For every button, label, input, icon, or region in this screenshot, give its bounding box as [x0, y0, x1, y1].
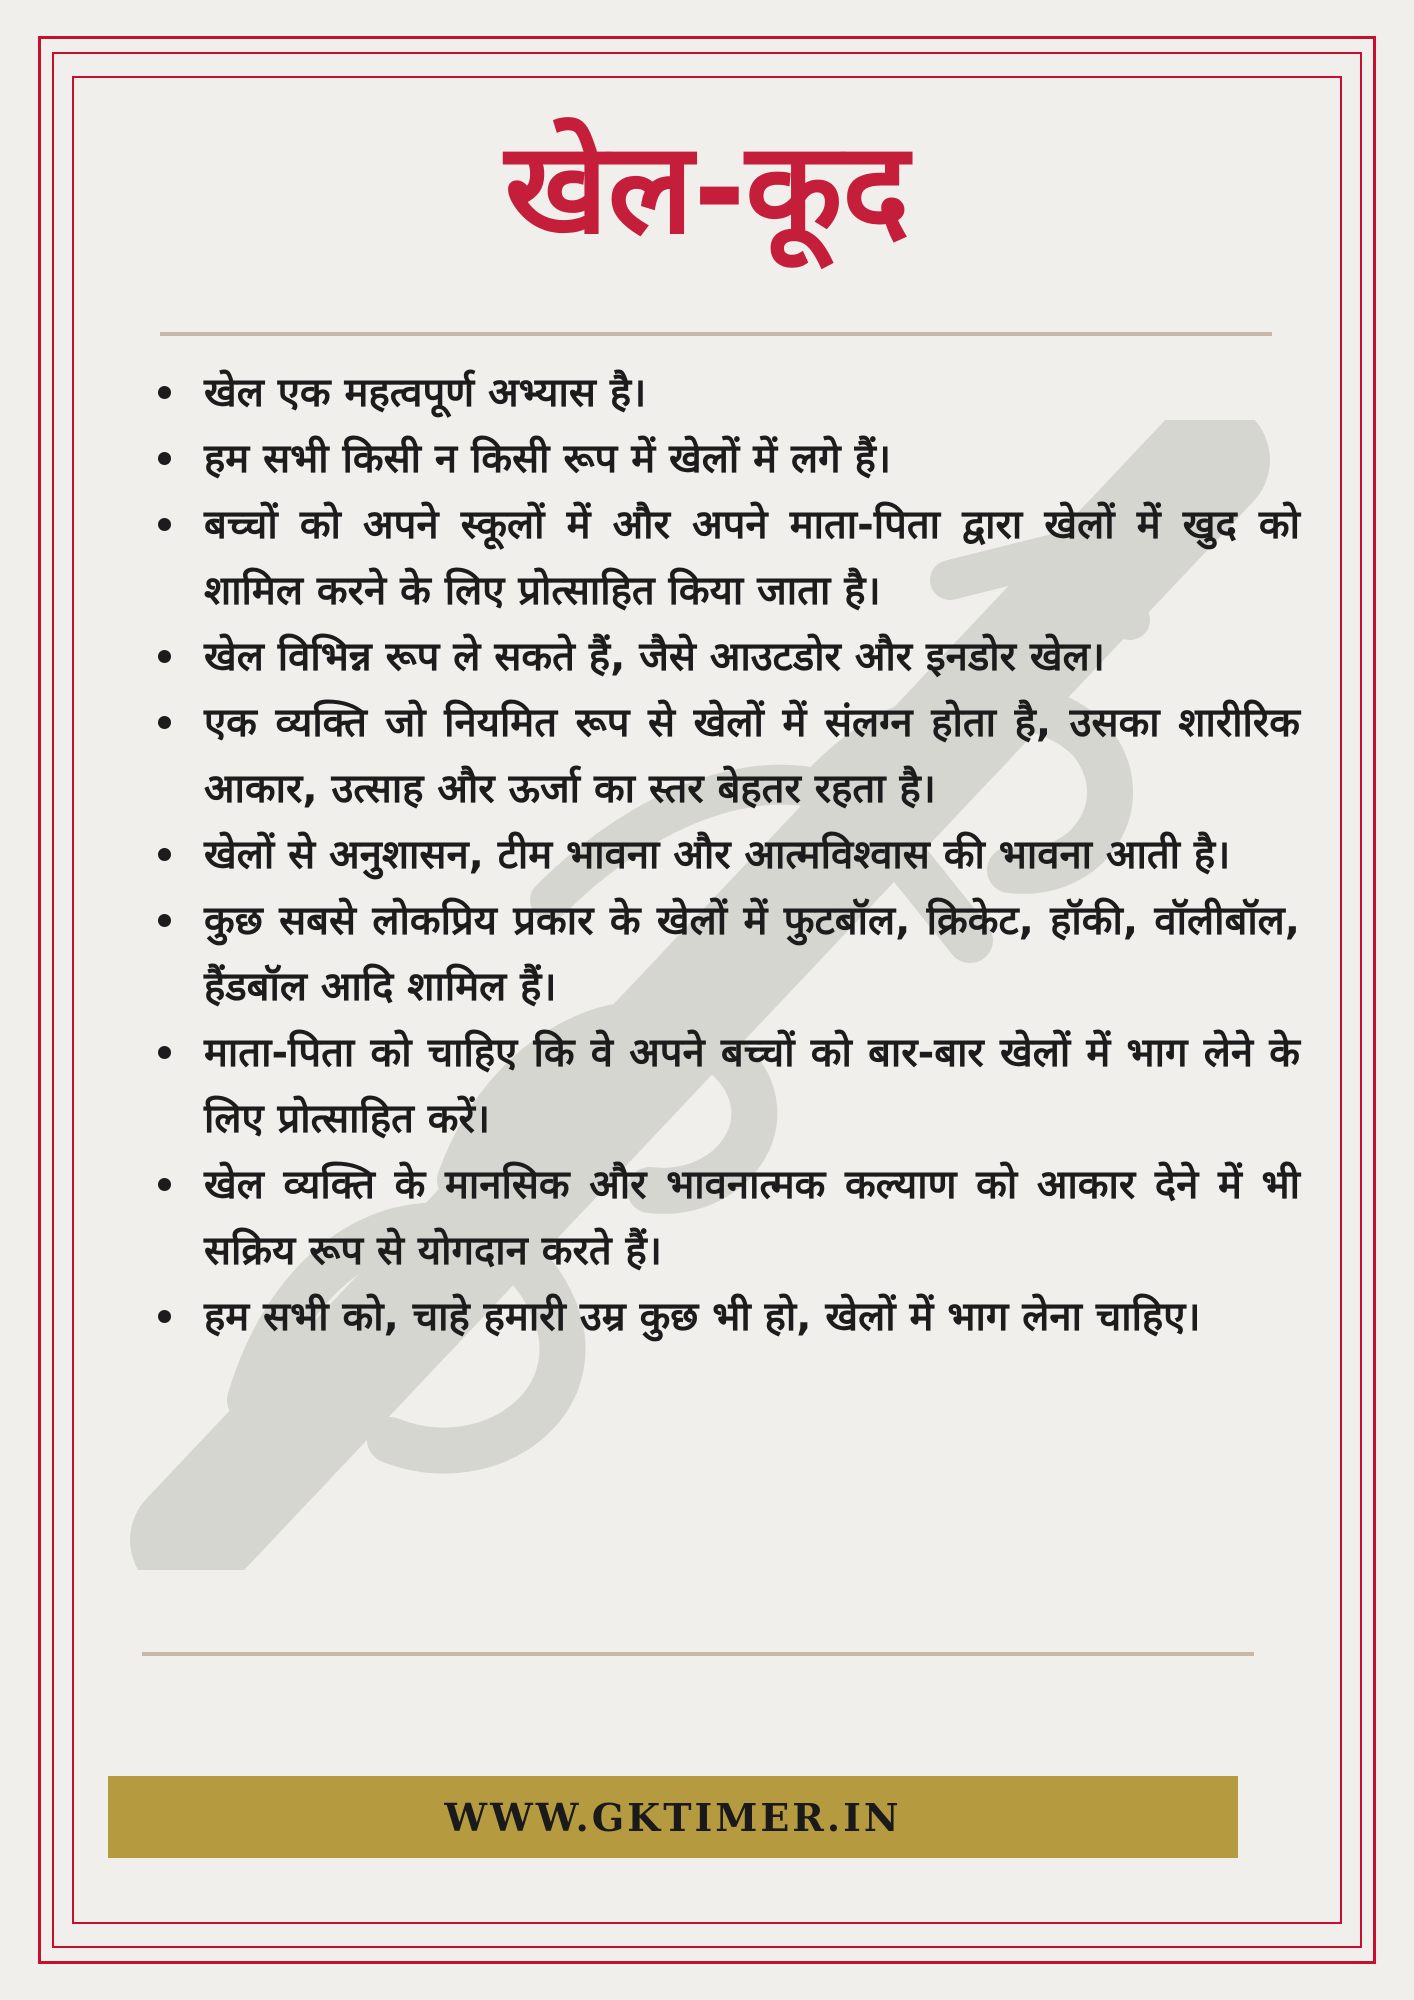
- list-item: [150, 1152, 1300, 1284]
- point-text: खेलों से अनुशासन, टीम भावना और आत्मविश्वास की भावना आती है।: [204, 832, 1231, 878]
- bullet-icon: [158, 518, 171, 531]
- frame-line-bottom: [72, 1922, 1342, 1924]
- bullet-icon: [158, 1046, 171, 1059]
- list-item: [150, 492, 1300, 624]
- point-text: खेल व्यक्ति के मानसिक और भावनात्मक कल्याण को आकार देने में भी सक्रिय रूप से योगदान करते हैं।: [204, 1162, 1300, 1274]
- point-text: खेल विभिन्न रूप ले सकते हैं, जैसे आउटडोर और इनडोर खेल।: [204, 634, 1105, 680]
- divider-top: [160, 332, 1272, 336]
- list-item: [150, 426, 1300, 492]
- frame-line-left: [72, 76, 74, 1924]
- list-item: [150, 888, 1300, 1020]
- bullet-icon: [158, 452, 171, 465]
- frame-line-top: [72, 76, 1342, 78]
- point-text: खेल एक महत्वपूर्ण अभ्यास है।: [204, 370, 647, 416]
- list-item: [150, 690, 1300, 822]
- points-list: [150, 360, 1300, 1350]
- divider-bottom: [142, 1652, 1254, 1656]
- list-item: [150, 822, 1300, 888]
- bullet-icon: [158, 386, 171, 399]
- list-item: [150, 1284, 1300, 1350]
- point-text: हम सभी को, चाहे हमारी उम्र कुछ भी हो, खेलों में भाग लेना चाहिए।: [204, 1294, 1201, 1340]
- list-item: [150, 624, 1300, 690]
- bullet-icon: [158, 716, 171, 729]
- bullet-icon: [158, 848, 171, 861]
- bullet-icon: [158, 914, 171, 927]
- point-text: कुछ सबसे लोकप्रिय प्रकार के खेलों में फुटबॉल, क्रिकेट, हॉकी, वॉलीबॉल, हैंडबॉल आदि शामिल हैं।: [204, 898, 1300, 1010]
- frame-line-right: [1340, 76, 1342, 1924]
- list-item: [150, 1020, 1300, 1152]
- bullet-icon: [158, 650, 171, 663]
- page-title: खेल-कूद: [504, 115, 910, 262]
- footer-website-link[interactable]: WWW.GKTIMER.IN: [444, 1794, 902, 1840]
- point-text: बच्चों को अपने स्कूलों में और अपने माता-पिता द्वारा खेलों में खुद को शामिल करने के लिए प्रोत्साहित किया जाता है।: [204, 502, 1300, 614]
- bullet-icon: [158, 1178, 171, 1191]
- point-text: माता-पिता को चाहिए कि वे अपने बच्चों को बार-बार खेलों में भाग लेने के लिए प्रोत्साहित करें।: [204, 1030, 1300, 1142]
- point-text: हम सभी किसी न किसी रूप में खेलों में लगे हैं।: [204, 436, 891, 482]
- bullet-icon: [158, 1310, 171, 1323]
- footer-banner: [108, 1776, 1238, 1858]
- list-item: [150, 360, 1300, 426]
- point-text: एक व्यक्ति जो नियमित रूप से खेलों में संलग्न होता है, उसका शारीरिक आकार, उत्साह और ऊर्जा का स्तर बेहतर रहता है।: [204, 700, 1300, 812]
